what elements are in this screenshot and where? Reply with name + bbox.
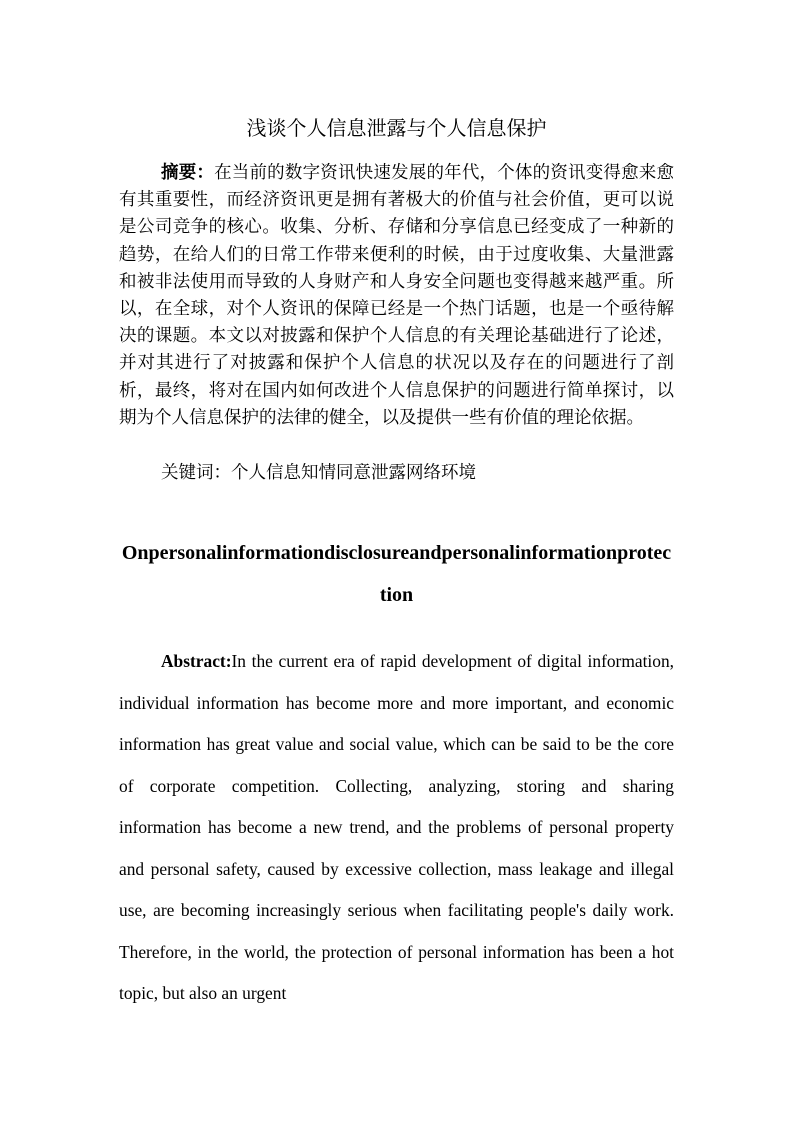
chinese-title: 浅谈个人信息泄露与个人信息保护	[246, 116, 547, 140]
english-title: Onpersonalinformationdisclosureandpersonalinformationprotection	[121, 542, 672, 606]
english-abstract-label: Abstract:	[161, 651, 232, 671]
chinese-keywords: 关键词：个人信息知情同意泄露网络环境	[161, 463, 476, 483]
chinese-abstract-text: 在当前的数字资讯快速发展的年代，个体的资讯变得愈来愈有其重要性，而经济资讯更是拥有著极大的价值与社会价值，更可以说是公司竞争的核心。收集、分析、存储和分享信息已经变成了一种新的趋势，在给人们的日常工作带来便利的时候，由于过度收集、大量泄露和被非法使用而导致的人身财产和人身安全问题也变得越来越严重。所以，在全球，对个人资讯的保障已经是一个热门话题，也是一个亟待解决的课题。本文以对披露和保护个人信息的有关理论基础进行了论述，并对其进行了对披露和保护个人信息的状况以及存在的问题进行了剖析，最终，将对在国内如何改进个人信息保护的问题进行简单探讨，以期为个人信息保护的法律的健全，以及提供一些有价值的理论依据。	[119, 163, 675, 428]
chinese-abstract	[119, 160, 674, 432]
chinese-abstract-label: 摘要：	[161, 163, 215, 183]
english-abstract-text: In the current era of rapid development of digital information, individual information has become more and more important, and economic information has great value and social value, which can be said to be the core of corporate competition. Collecting, analyzing, storing and sharing information has become a new trend, and the problems of personal property and personal safety, caused by excessive collection, mass leakage and illegal use, are becoming increasingly serious when facilitating people's daily work. Therefore, in the world, the protection of personal information has been a hot topic, but also an urgent	[119, 651, 674, 1003]
english-abstract	[119, 641, 674, 1015]
